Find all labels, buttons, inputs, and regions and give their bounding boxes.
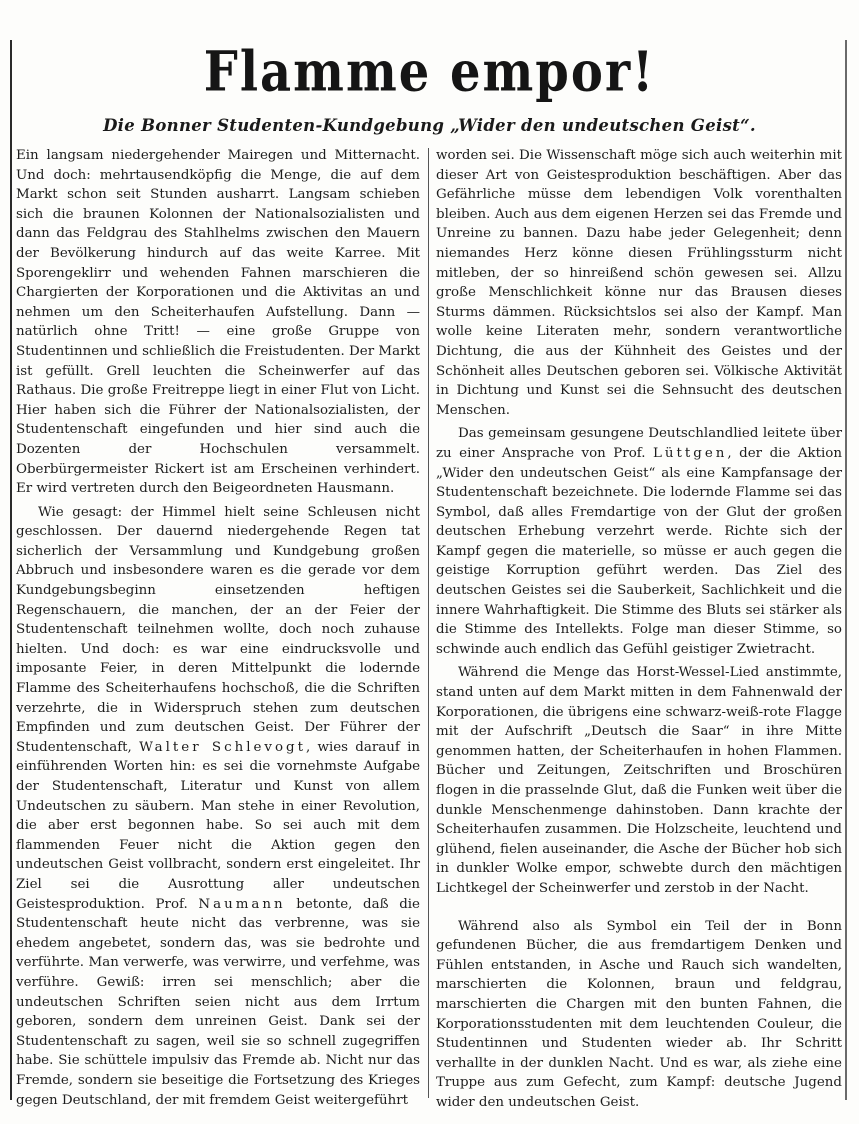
left-column: [16, 146, 420, 1110]
name-schlevogt: Walter Schlevogt: [139, 739, 306, 755]
paragraph-6: Während also als Symbol ein Teil der in Bonn gefundenen Bücher, die aus fremdartigem Denken und Fühlen entstanden, in Asche und Rauch sich wandelten, marschierten die Kolonnen, braun und feldgrau, marschierten die Chargen mit den bunten Fahnen, die Korporationsstudenten mit dem leuchtenden Couleur, die Studentinnen und Studenten wieder ab. Ihr Schritt verhallte in der dunklen Nacht. Und es war, als ziehe eine Truppe aus zum Gefecht, zum Kampf: deutsche Jugend wider den undeutschen Geist.: [436, 918, 842, 1110]
paragraph-5: Während die Menge das Horst-Wessel-Lied anstimmte, stand unten auf dem Markt mitten in dem Fahnenwald der Korporationen, die übrigens eine schwarz-weiß-rote Flagge mit der Aufschrift „Deutsch die Saar“ in ihre Mitte genommen hatten, der Scheiterhaufen in hohen Flammen. Bücher und Zeitungen, Zeitschriften und Broschüren flogen in die prasselnde Glut, daß die Funken weit über die dunkle Menschenmenge dahinstoben. Dann krachte der Scheiterhaufen zusammen. Die Holzscheite, leuchtend und glühend, fielen auseinander, die Asche der Bücher hob sich in dunkler Wolke empor, schwebte durch den mächtigen Lichtkegel der Scheinwerfer und zerstob in der Nacht.: [436, 665, 842, 896]
paragraph-2: Wie gesagt: der Himmel hielt seine Schleusen nicht geschlossen. Der dauernd niedergehende Regen tat sicherlich der Versammlung und Kundgebung großen Abbruch und insbesondere waren es die gerade vor dem Kundgebungsbeginn einsetzenden heftigen Regenschauern, die manchen, der an der Feier der Studentenschaft teilnehmen wollte, doch noch zuhause hielten. Und doch: es war eine eindrucksvolle und imposante Feier, in deren Mittelpunkt die lodernde Flamme des Scheiterhaufens hochschoß, die die Schriften verzehrte, die in Widerspruch stehen zum deutschen Empfinden und zum deutschen Geist. Der Führer der Studentenschaft, Walter Schlevogt, wies darauf in einführenden Worten hin: es sei die vornehmste Aufgabe der Studentenschaft, Literatur und Kunst von allem Undeutschen zu säubern. Man stehe in einer Revolution, die aber erst begonnen habe. So sei auch mit dem flammenden Feuer nicht die Aktion gegen den undeutschen Geist vollbracht, sondern erst eingeleitet. Ihr Ziel sei die Ausrottung aller undeutschen Geistesproduktion. Prof. Naumann betonte, daß die Studentenschaft heute nicht das verbrenne, was sie ehedem angebetet, sondern das, was sie bedrohte und verführte. Man verwerfe, was verwirre, und verfehme, was verführe. Gewiß: irren sei menschlich; aber die undeutschen Schriften seien nicht aus dem Irrtum geboren, sondern dem unreinen Geist. Dank sei der Studentenschaft zu sagen, weil sie so schnell zugegriffen habe. Sie schüttele impulsiv das Fremde ab. Nicht nur das Fremde, sondern sie beseitige die Fortsetzung des Krieges gegen Deutschland, der mit fremdem Geist weitergeführt: [16, 504, 420, 1108]
frame-left-edge: [10, 40, 12, 1100]
paragraph-4: Das gemeinsam gesungene Deutschlandlied leitete über zu einer Ansprache von Prof. Lüttgen, der die Aktion „Wider den undeutschen Geist“ als eine Kampfansage der Studentenschaft bezeichnete. Die lodernde Flamme sei das Symbol, daß alles Fremdartige von der Glut der großen deutschen Erhebung verzehrt werde. Richte sich der Kampf gegen die materielle, so müsse er auch gegen die geistige Korruption geführt werden. Das Ziel des deutschen Geistes sei die Sauberkeit, Sachlichkeit und die innere Wahrhaftigkeit. Die Stimme des Bluts sei stärker als die Stimme des Intellekts. Folge man dieser Stimme, so schwinde auch endlich das Gefühl geistiger Zwietracht.: [436, 426, 842, 657]
name-luettgen: Lüttgen: [653, 445, 728, 461]
name-naumann: Naumann: [198, 896, 286, 912]
frame-right-edge: [845, 40, 847, 1100]
paragraph-1: Ein langsam niedergehender Mairegen und Mitternacht. Und doch: mehrtausendköpfig die Menge, die auf dem Markt schon seit Stunden ausharrt. Langsam schieben sich die braunen Kolonnen der Nationalsozialisten und dann das Feldgrau des Stahlhelms zwischen den Mauern der Bevölkerung hindurch auf das weite Karree. Mit Sporengeklirr und wehenden Fahnen marschieren die Chargierten der Korporationen und die Aktivitas an und nehmen um den Scheiterhaufen Aufstellung. Dann — natürlich ohne Tritt! — eine große Gruppe von Studentinnen und schließlich die Freistudenten. Der Markt ist gefüllt. Grell leuchten die Scheinwerfer auf das Rathaus. Die große Freitreppe liegt in einer Flut von Licht. Hier haben sich die Führer der Nationalsozialisten, der Studentenschaft eingefunden und hier sind auch die Dozenten der Hochschulen versammelt. Oberbürgermeister Rickert ist am Erscheinen verhindert. Er wird vertreten durch den Beigeordneten Hausmann.: [16, 148, 420, 497]
subheadline: Die Bonner Studenten-Kundgebung „Wider den undeutschen Geist“.: [103, 116, 756, 135]
headline: Flamme empor!: [203, 39, 656, 105]
paragraph-3: worden sei. Die Wissenschaft möge sich auch weiterhin mit dieser Art von Geistesproduktion beschäftigen. Aber das Gefährliche müsse dem lebendigen Volk vorenthalten bleiben. Auch aus dem eigenen Herzen sei das Fremde und Unreine zu bannen. Dazu habe jeder Gelegenheit; denn niemandes Herz könne diesen Frühlingssturm nicht mitleben, der so hinreißend schön gewesen sei. Allzu große Menschlichkeit könne nur das Brausen dieses Sturms dämmen. Rücksichtslos sei also der Kampf. Man wolle keine Literaten mehr, sondern verantwortliche Dichtung, die aus der Kühnheit des Geistes und der Schönheit alles Deutschen geboren sei. Völkische Aktivität in Dichtung und Kunst sei die Sehnsucht des deutschen Menschen.: [436, 148, 842, 418]
column-rule: [428, 148, 429, 1098]
right-column: [436, 146, 842, 1113]
